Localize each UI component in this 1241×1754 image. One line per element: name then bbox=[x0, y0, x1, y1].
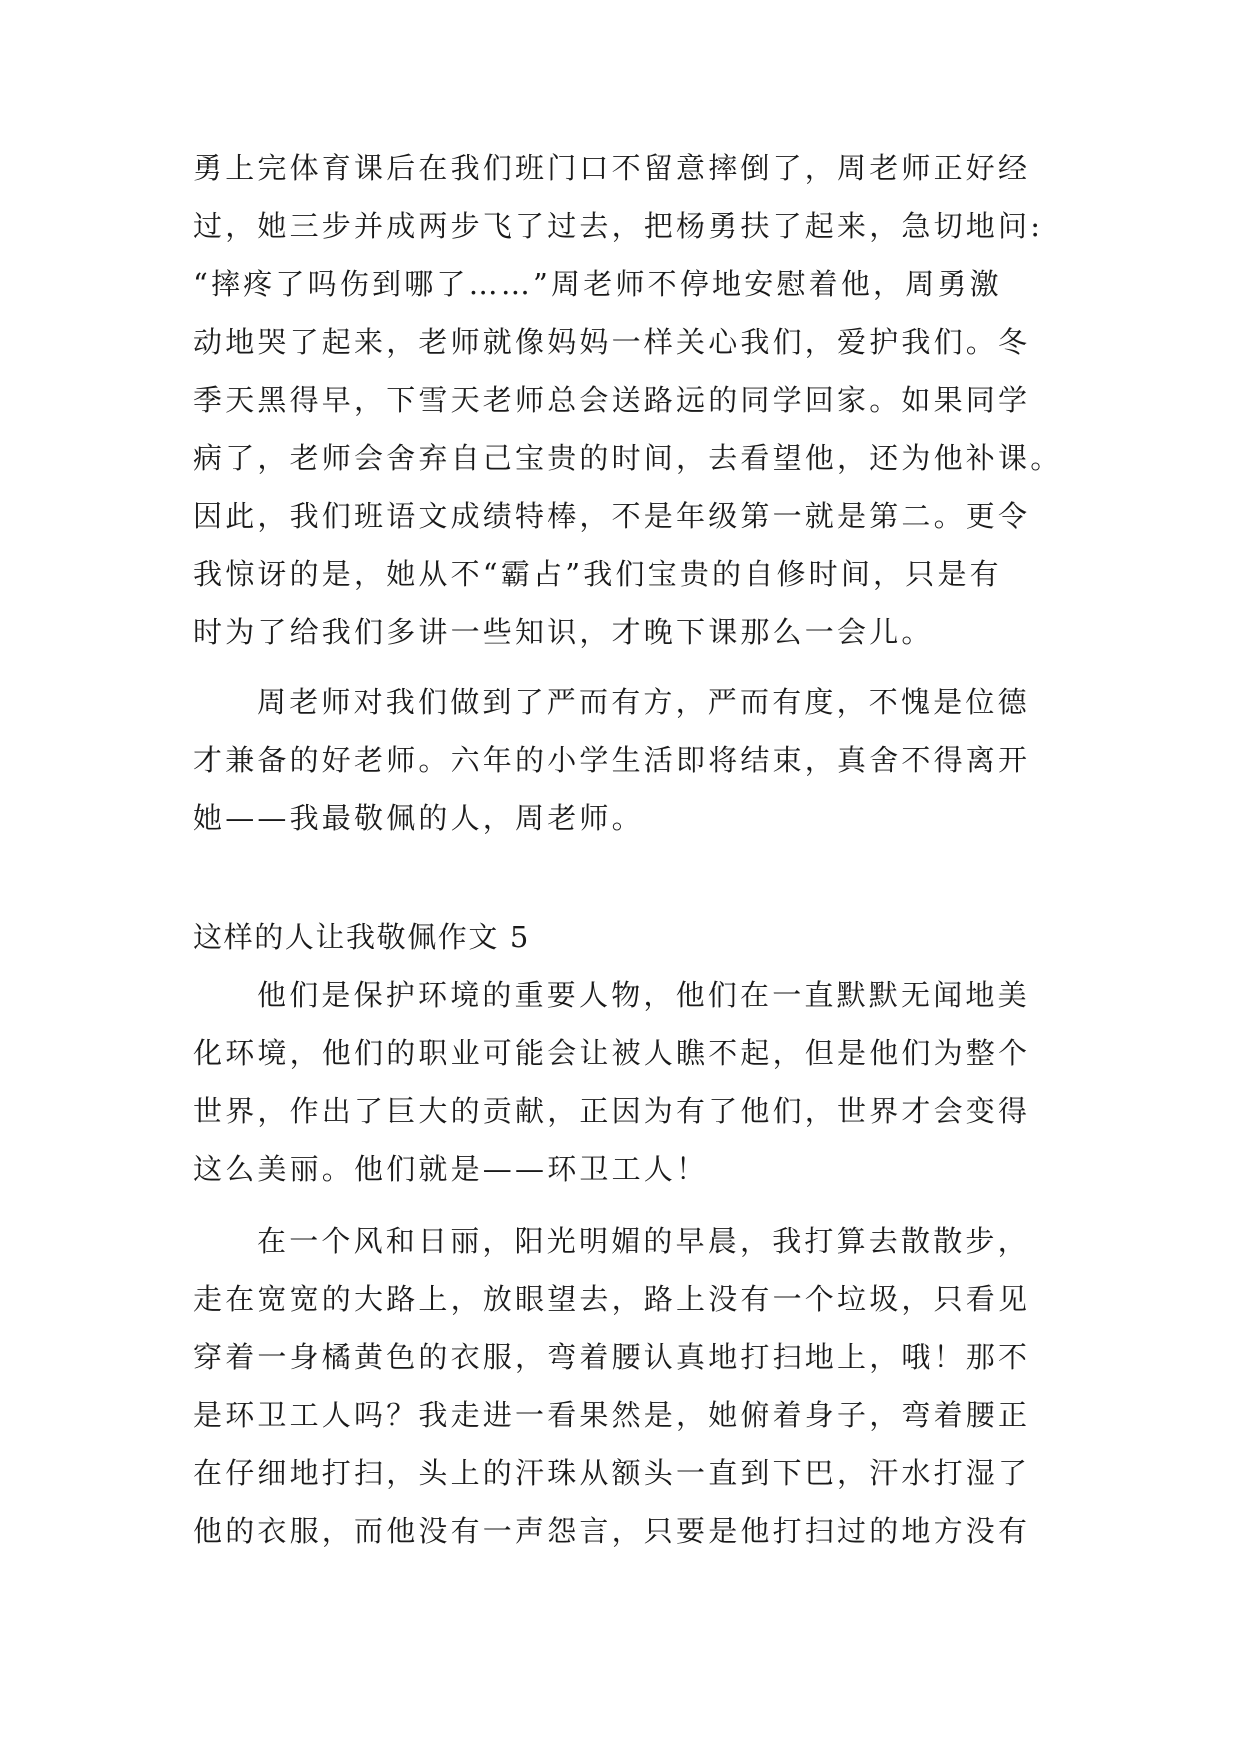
body-text-line: 这么美丽。他们就是——环卫工人！ bbox=[193, 1152, 709, 1186]
body-text-line: 在仔细地打扫，头上的汗珠从额头一直到下巴，汗水打湿了 bbox=[193, 1456, 1031, 1490]
body-text-line: 动地哭了起来，老师就像妈妈一样关心我们，爱护我们。冬 bbox=[193, 325, 1031, 359]
body-text-line: 季天黑得早，下雪天老师总会送路远的同学回家。如果同学 bbox=[193, 383, 1031, 417]
body-text-line: 我惊讶的是，她从不“霸占”我们宝贵的自修时间，只是有 bbox=[193, 557, 1002, 591]
body-text-line: 才兼备的好老师。六年的小学生活即将结束，真舍不得离开 bbox=[193, 743, 1031, 777]
body-text-line: 因此，我们班语文成绩特棒，不是年级第一就是第二。更令 bbox=[193, 499, 1031, 533]
body-text-line: 化环境，他们的职业可能会让被人瞧不起，但是他们为整个 bbox=[193, 1036, 1031, 1070]
body-text-line: 走在宽宽的大路上，放眼望去，路上没有一个垃圾，只看见 bbox=[193, 1282, 1031, 1316]
body-text-line: 世界，作出了巨大的贡献，正因为有了他们，世界才会变得 bbox=[193, 1094, 1031, 1128]
body-text-line: 穿着一身橘黄色的衣服，弯着腰认真地打扫地上，哦！那不 bbox=[193, 1340, 1031, 1374]
body-text-line: 过，她三步并成两步飞了过去，把杨勇扶了起来，急切地问: bbox=[193, 209, 1044, 243]
paragraph-first-line: 他们是保护环境的重要人物，他们在一直默默无闻地美 bbox=[257, 978, 1030, 1012]
body-text-line: 是环卫工人吗？我走进一看果然是，她俯着身子，弯着腰正 bbox=[193, 1398, 1031, 1432]
body-text-line: 时为了给我们多讲一些知识，才晚下课那么一会儿。 bbox=[193, 615, 934, 649]
body-text-line: 病了，老师会舍弃自己宝贵的时间，去看望他，还为他补课。 bbox=[193, 441, 1063, 475]
paragraph-first-line: 周老师对我们做到了严而有方，严而有度，不愧是位德 bbox=[257, 685, 1030, 719]
section-heading: 这样的人让我敬佩作文 5 bbox=[193, 920, 530, 954]
body-text-line: 她——我最敬佩的人，周老师。 bbox=[193, 801, 644, 835]
paragraph-first-line: 在一个风和日丽，阳光明媚的早晨，我打算去散散步， bbox=[257, 1224, 1030, 1258]
body-text-line: 他的衣服，而他没有一声怨言，只要是他打扫过的地方没有 bbox=[193, 1514, 1031, 1548]
body-text-line: “摔疼了吗伤到哪了……”周老师不停地安慰着他，周勇激 bbox=[193, 267, 1002, 301]
body-text-line: 勇上完体育课后在我们班门口不留意摔倒了，周老师正好经 bbox=[193, 151, 1031, 185]
